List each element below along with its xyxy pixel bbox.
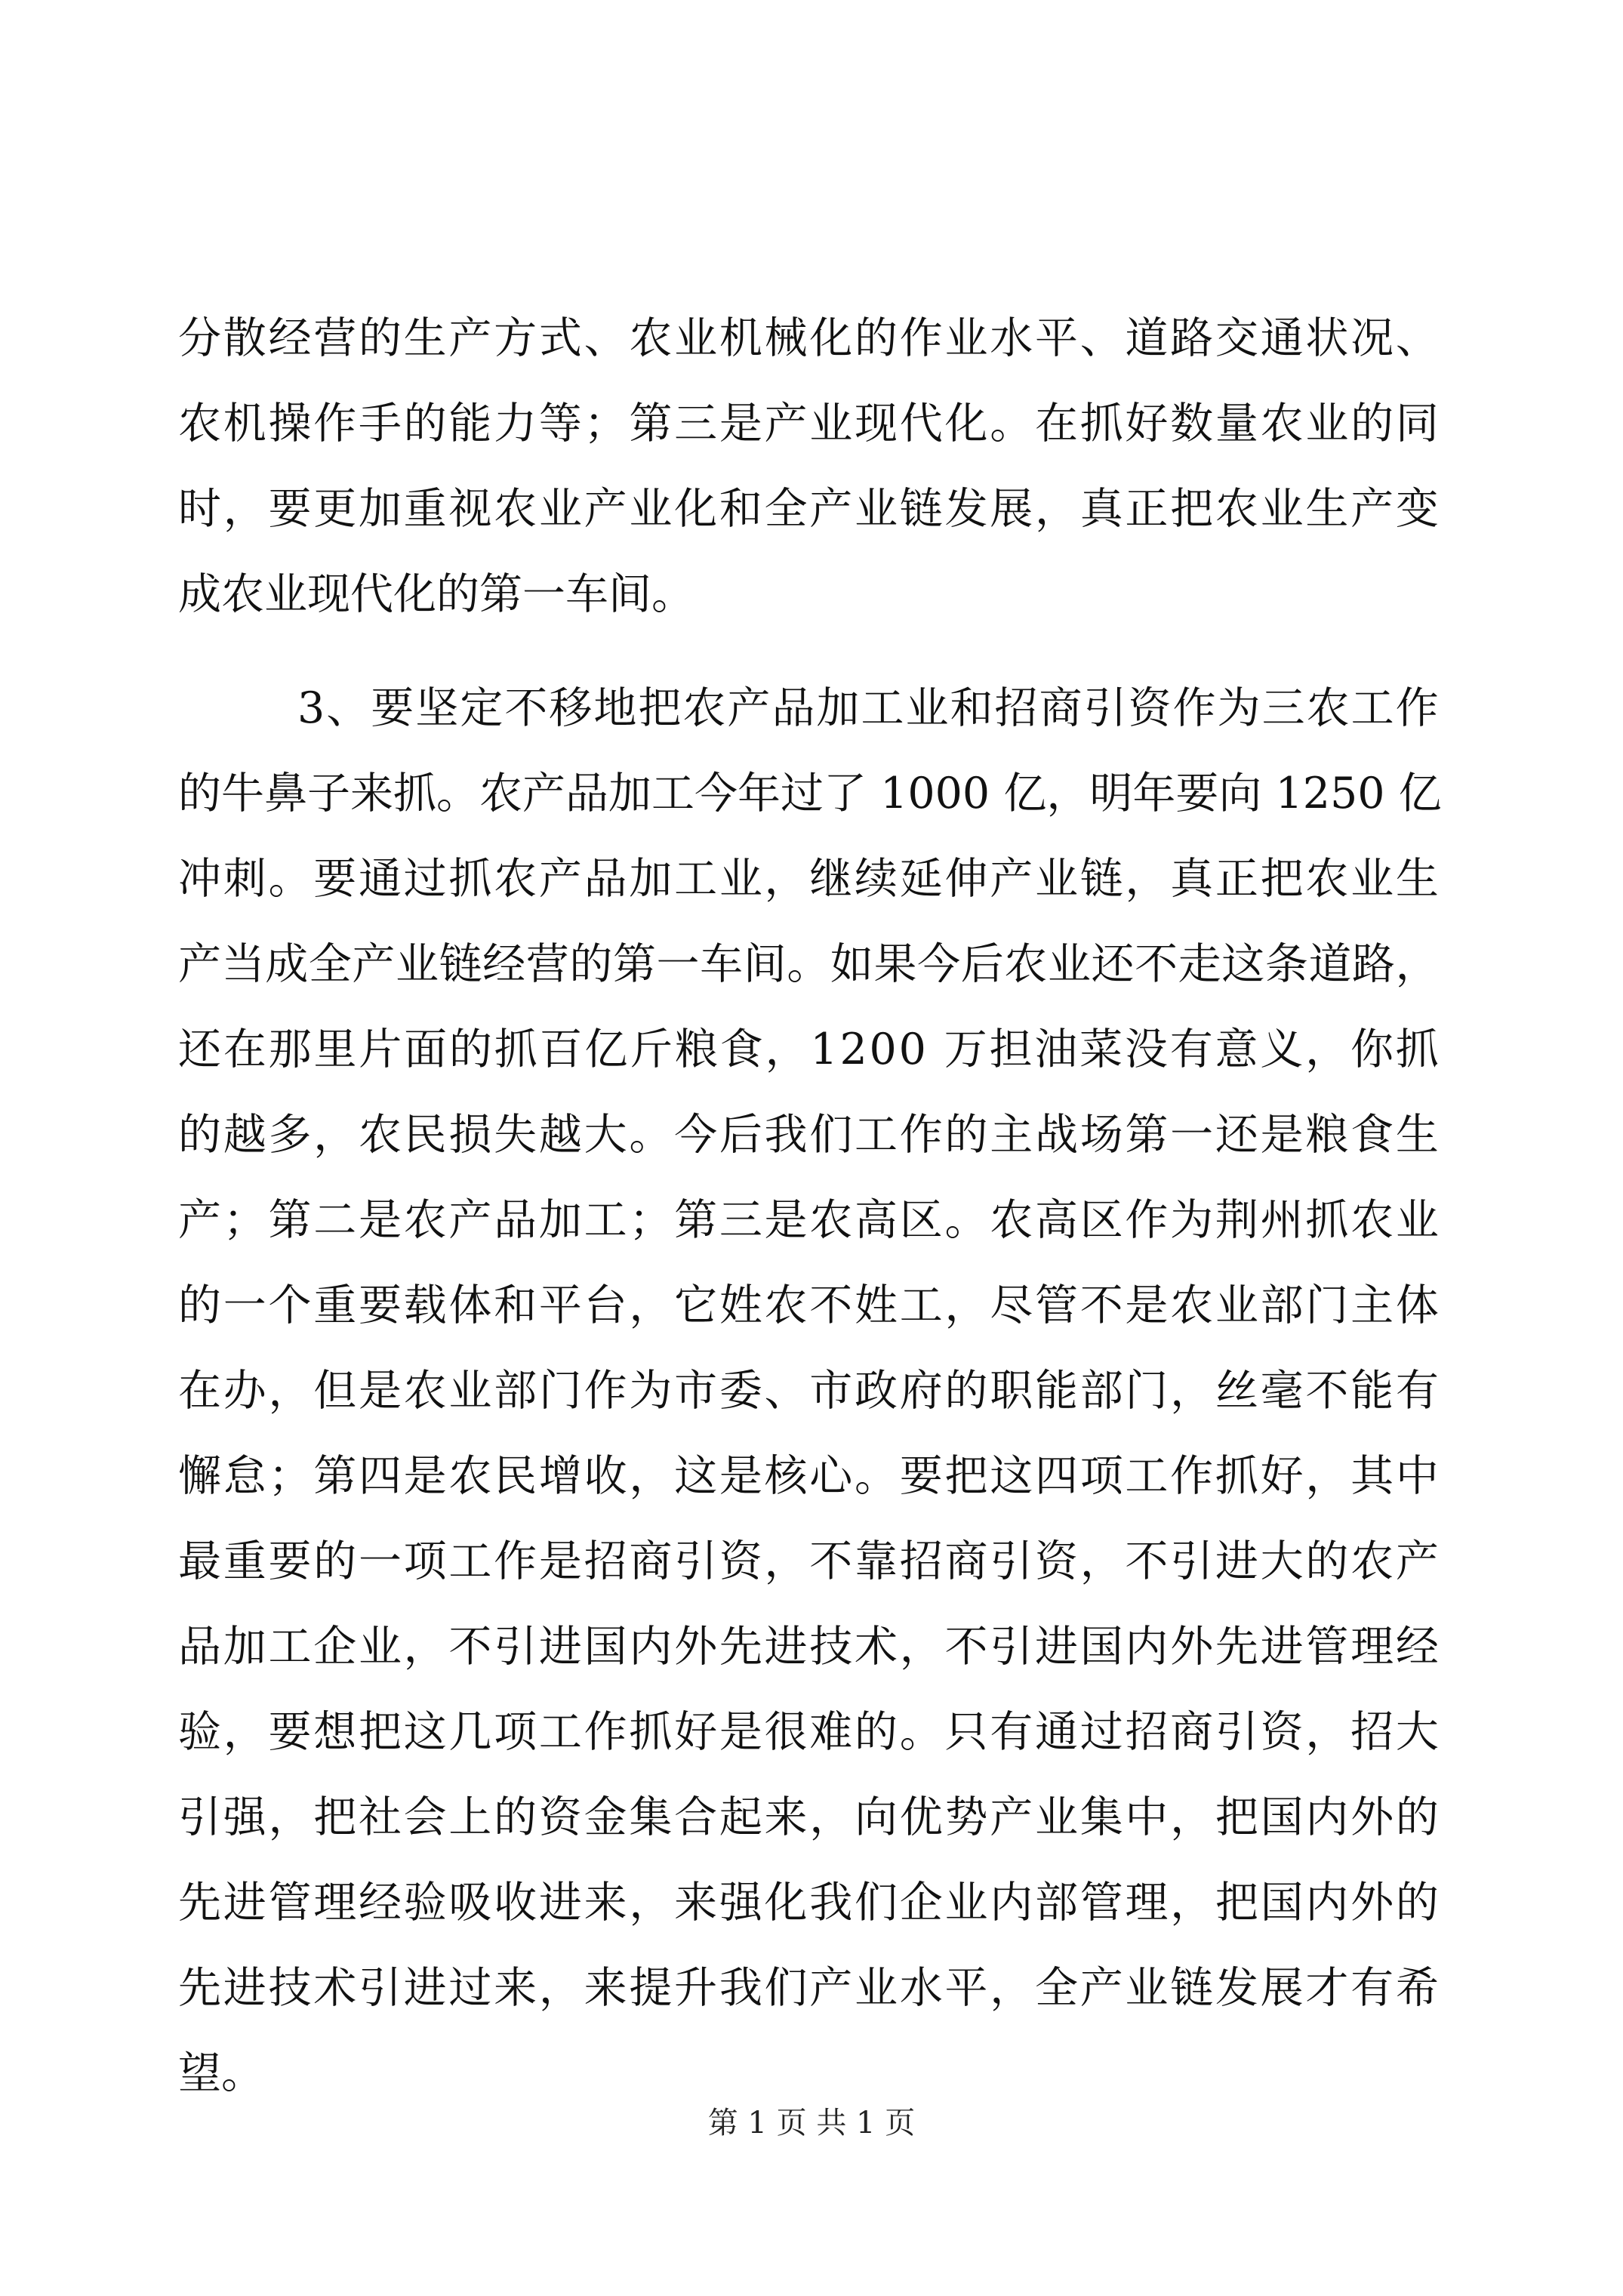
text-line: 验 ， 要 想 把 这 几 项 工 作 抓 好 是 很 难 的 。 只 有 通 过 招 商 引 资 ， 招 大	[178, 1707, 1439, 1757]
text-line: 还 在 那 里 片 面 的 抓 百 亿 斤 粮 食 ， 1 2 0 0 万 担 油 菜 没 有 意 义 ， 你 抓	[178, 1025, 1439, 1074]
text-line: 产 当 成 全 产 业 链 经 营 的 第 一 车 间 。 如 果 今 后 农 业 还 不 走 这 条 道 路 ，	[178, 939, 1439, 989]
text-line: 的 越 多 ， 农 民 损 失 越 大 。 今 后 我 们 工 作 的 主 战 场 第 一 还 是 粮 食 生	[178, 1110, 1439, 1160]
text-line: 的 一 个 重 要 载 体 和 平 台 ， 它 姓 农 不 姓 工 ， 尽 管 不 是 农 业 部 门 主 体	[178, 1281, 1439, 1330]
text-line: 分 散 经 营 的 生 产 方 式 、 农 业 机 械 化 的 作 业 水 平 、 道 路 交 通 状 况 、	[178, 313, 1439, 363]
text-line: 在 办 ， 但 是 农 业 部 门 作 为 市 委 、 市 政 府 的 职 能 部 门 ， 丝 毫 不 能 有	[178, 1366, 1439, 1416]
text-line: 品 加 工 企 业 ， 不 引 进 国 内 外 先 进 技 术 ， 不 引 进 国 内 外 先 进 管 理 经	[178, 1622, 1439, 1672]
text-line: 先 进 技 术 引 进 过 来 ， 来 提 升 我 们 产 业 水 平 ， 全 产 业 链 发 展 才 有 希	[178, 1963, 1439, 2013]
paragraph	[178, 666, 1442, 2116]
text-line: 懈 怠 ； 第 四 是 农 民 增 收 ， 这 是 核 心 。 要 把 这 四 项 工 作 抓 好 ， 其 中	[178, 1451, 1439, 1501]
page-number-footer: 第 1 页 共 1 页	[707, 2106, 916, 2140]
text-line: 3 、 要 坚 定 不 移 地 把 农 产 品 加 工 业 和 招 商 引 资 作 为 三 农 工 作	[297, 683, 1439, 733]
text-line: 的 牛 鼻 子 来 抓 。 农 产 品 加 工 今 年 过 了 1 0 0 0 亿 ， 明 年 要 向 1 2 5 0 亿	[178, 769, 1442, 818]
text-line: 产 ； 第 二 是 农 产 品 加 工 ； 第 三 是 农 高 区 。 农 高 区 作 为 荆 州 抓 农 业	[178, 1195, 1439, 1245]
text-line: 引 强 ， 把 社 会 上 的 资 金 集 合 起 来 ， 向 优 势 产 业 集 中 ， 把 国 内 外 的	[178, 1792, 1439, 1842]
text-line: 先 进 管 理 经 验 吸 收 进 来 ， 来 强 化 我 们 企 业 内 部 管 理 ， 把 国 内 外 的	[178, 1878, 1439, 1928]
text-line: 冲 刺 。 要 通 过 抓 农 产 品 加 工 业 ， 继 续 延 伸 产 业 链 ， 真 正 把 农 业 生	[178, 854, 1439, 904]
text-line: 最 重 要 的 一 项 工 作 是 招 商 引 资 ， 不 靠 招 商 引 资 ， 不 引 进 大 的 农 产	[178, 1536, 1439, 1586]
text-line: 时 ， 要 更 加 重 视 农 业 产 业 化 和 全 产 业 链 发 展 ， 真 正 把 农 业 生 产 变	[178, 484, 1439, 534]
document-body	[178, 296, 1442, 2116]
paragraph	[178, 296, 1439, 637]
text-line: 望。	[178, 2048, 264, 2098]
text-line: 农 机 操 作 手 的 能 力 等 ； 第 三 是 产 业 现 代 化 。 在 抓 好 数 量 农 业 的 同	[178, 399, 1439, 448]
paragraph-spacer	[178, 637, 1439, 666]
text-line: 成农业现代化的第一车间。	[178, 569, 694, 619]
